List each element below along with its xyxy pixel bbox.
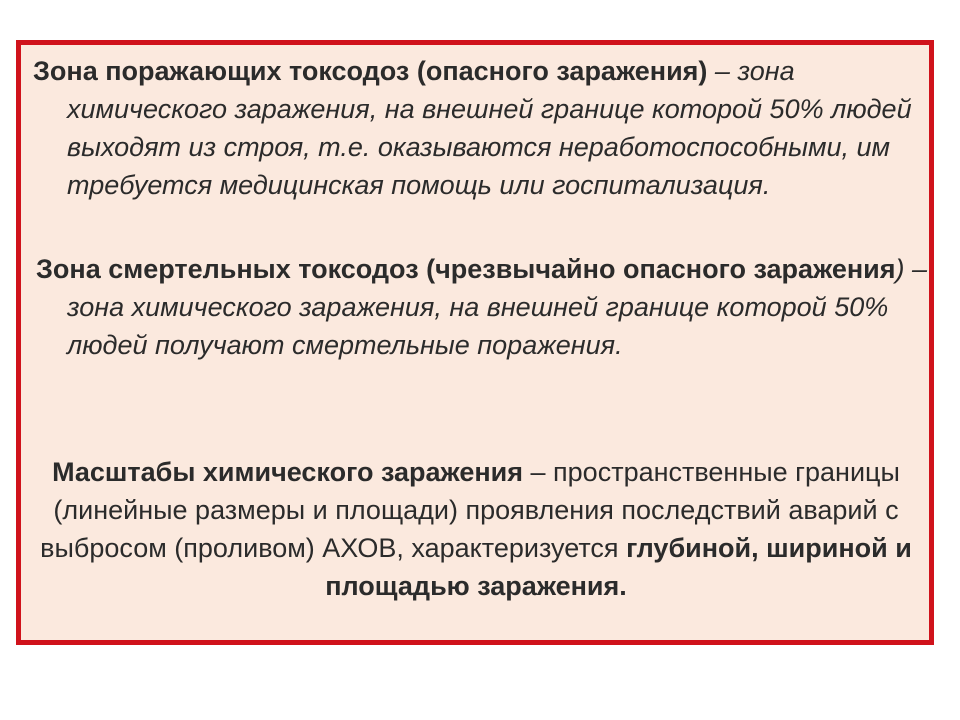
definition-text-lethal-dose-zone: ) – зона химического заражения, на внешней границе которой 50% людей получают смертельные поражения. bbox=[67, 254, 928, 360]
definition-toxic-dose-zone bbox=[33, 52, 957, 204]
definition-text-toxic-dose-zone: – зона химического заражения, на внешней границе которой 50% людей выходят из строя, т.е. оказываются неработоспособными, им требуется медицинская помощь или госпитализация. bbox=[67, 56, 912, 200]
definition-contamination-scale bbox=[36, 453, 916, 605]
definition-lethal-dose-zone bbox=[36, 250, 947, 364]
term-toxic-dose-zone: Зона поражающих токсодоз (опасного заражения) bbox=[33, 56, 708, 86]
contamination-characteristics: глубиной, шириной и площадью заражения. bbox=[325, 533, 912, 601]
definition-text-contamination-scale: – пространственные границы (линейные размеры и площади) проявления последствий аварий с выбросом (проливом) АХОВ, характеризуется bbox=[40, 457, 900, 563]
term-lethal-dose-zone: Зона смертельных токсодоз (чрезвычайно опасного заражения bbox=[36, 254, 896, 284]
term-contamination-scale: Масштабы химического заражения bbox=[52, 457, 524, 487]
